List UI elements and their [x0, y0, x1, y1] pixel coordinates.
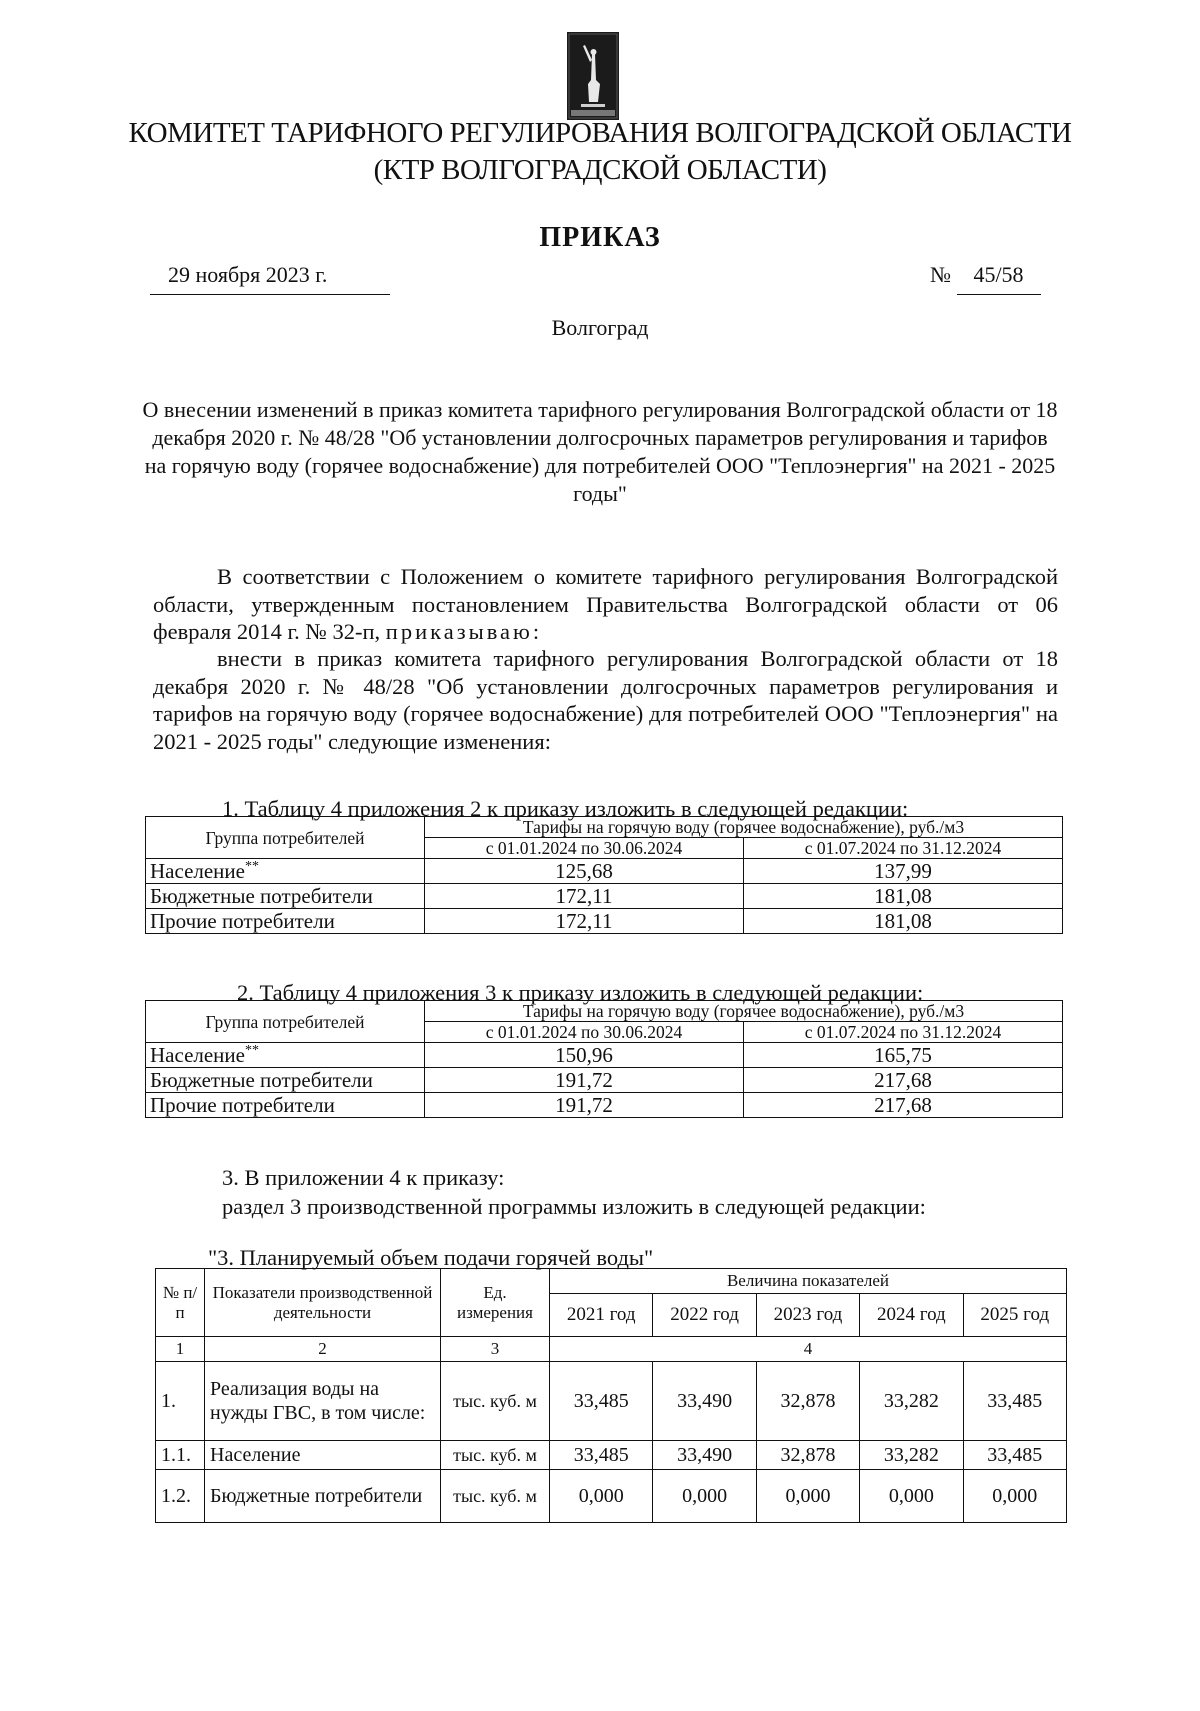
table-row: [156, 1362, 1067, 1441]
number-sign: №: [930, 262, 951, 287]
value-cell: 33,485: [963, 1362, 1066, 1441]
document-type-title: ПРИКАЗ: [539, 222, 661, 253]
value-cell: 32,878: [756, 1441, 859, 1470]
table-row: [156, 1441, 1067, 1470]
period1-header: с 01.01.2024 по 30.06.2024: [425, 838, 744, 859]
table-row: [146, 1068, 1063, 1093]
value-cell: 33,282: [860, 1362, 963, 1441]
period2-header: с 01.07.2024 по 31.12.2024: [744, 838, 1063, 859]
order-subject: О внесении изменений в приказ комитета тарифного регулирования Волгоградской области от 18 декабря 2020 г. № 48/28 "Об установлении долгосрочных параметров регулирования и тарифов на горячую воду (горячее водоснабжение) для потребителей ООО "Теплоэнергия" на 2021 - 2025 годы": [142, 397, 1058, 506]
year-header: 2022 год: [653, 1294, 756, 1337]
table3-caption: "3. Планируемый объем подачи горячей воды": [208, 1245, 654, 1270]
order-number: 45/58: [957, 262, 1041, 295]
index-cell: 1: [156, 1337, 205, 1362]
tariff-value: 217,68: [744, 1093, 1063, 1118]
tariff-value: 191,72: [425, 1068, 744, 1093]
table-row: [146, 1043, 1063, 1068]
value-cell: 33,490: [653, 1362, 756, 1441]
tariff-table-1: [145, 816, 1063, 934]
value-cell: 0,000: [550, 1470, 653, 1523]
row-unit: тыс. куб. м: [441, 1362, 550, 1441]
index-cell: 4: [550, 1337, 1067, 1362]
period2-header: с 01.07.2024 по 31.12.2024: [744, 1022, 1063, 1043]
col-unit-header: Ед. измерения: [441, 1269, 550, 1337]
year-header: 2023 год: [756, 1294, 859, 1337]
row-label: Реализация воды на нужды ГВС, в том числе:: [205, 1362, 441, 1441]
tariff-value: 181,08: [744, 884, 1063, 909]
value-cell: 33,490: [653, 1441, 756, 1470]
value-cell: 33,485: [963, 1441, 1066, 1470]
year-header: 2024 год: [860, 1294, 963, 1337]
table-row: [156, 1470, 1067, 1523]
tariff-value: 191,72: [425, 1093, 744, 1118]
tariff-value: 125,68: [425, 859, 744, 884]
value-cell: 0,000: [963, 1470, 1066, 1523]
tariff-value: 165,75: [744, 1043, 1063, 1068]
tariff-value: 172,11: [425, 909, 744, 934]
order-word: приказываю:: [385, 619, 543, 644]
table-row: [146, 909, 1063, 934]
group-header: Группа потребителей: [146, 817, 425, 859]
row-label: Население**: [146, 1043, 425, 1068]
value-cell: 33,282: [860, 1441, 963, 1470]
table-row: [146, 1093, 1063, 1118]
group-header: Группа потребителей: [146, 1001, 425, 1043]
value-cell: 33,485: [550, 1362, 653, 1441]
index-cell: 2: [205, 1337, 441, 1362]
order-number-block: [930, 262, 1041, 295]
row-unit: тыс. куб. м: [441, 1441, 550, 1470]
tariff-table-2: [145, 1000, 1063, 1118]
tariff-value: 150,96: [425, 1043, 744, 1068]
value-cell: 0,000: [860, 1470, 963, 1523]
preamble-text: В соответствии с Положением о комитете тарифного регулирования Волгоградской области, утвержденным постановлением Правительства Волгоградской области от 06 февраля 2014 г. № 32-п,: [153, 564, 1058, 644]
tariff-value: 137,99: [744, 859, 1063, 884]
row-label: Бюджетные потребители: [205, 1470, 441, 1523]
row-label: Население**: [146, 859, 425, 884]
year-header: 2021 год: [550, 1294, 653, 1337]
row-number: 1.1.: [156, 1441, 205, 1470]
tariff-header: Тарифы на горячую воду (горячее водоснабжение), руб./м3: [425, 1001, 1063, 1022]
supply-volume-table: [155, 1268, 1067, 1523]
preamble-paragraph: [153, 563, 1058, 646]
city: Волгоград: [551, 315, 649, 340]
table1-caption: 1. Таблицу 4 приложения 2 к приказу изложить в следующей редакции:: [222, 796, 909, 821]
value-cell: 33,485: [550, 1441, 653, 1470]
period1-header: с 01.01.2024 по 30.06.2024: [425, 1022, 744, 1043]
year-header: 2025 год: [963, 1294, 1066, 1337]
footnote-mark: **: [244, 1043, 259, 1058]
coat-of-arms-emblem: [567, 32, 619, 120]
tariff-value: 217,68: [744, 1068, 1063, 1093]
row-label: Бюджетные потребители: [146, 1068, 425, 1093]
row-unit: тыс. куб. м: [441, 1470, 550, 1523]
row-number: 1.: [156, 1362, 205, 1441]
table-row: [146, 884, 1063, 909]
row-label: Прочие потребители: [146, 1093, 425, 1118]
value-cell: 0,000: [756, 1470, 859, 1523]
col-number-header: № п/п: [156, 1269, 205, 1337]
row-label: Прочие потребители: [146, 909, 425, 934]
table2-caption: 2. Таблицу 4 приложения 3 к приказу изложить в следующей редакции:: [237, 980, 924, 1005]
col-values-header: Величина показателей: [550, 1269, 1067, 1294]
row-label: Бюджетные потребители: [146, 884, 425, 909]
section3-line2: раздел 3 производственной программы изложить в следующей редакции:: [222, 1194, 926, 1219]
section3-line1: 3. В приложении 4 к приказу:: [222, 1165, 505, 1190]
emblem-icon: [567, 32, 619, 120]
row-label: Население: [205, 1441, 441, 1470]
value-cell: 0,000: [653, 1470, 756, 1523]
footnote-mark: **: [244, 859, 259, 874]
value-cell: 32,878: [756, 1362, 859, 1441]
index-cell: 3: [441, 1337, 550, 1362]
order-date: 29 ноября 2023 г.: [150, 262, 390, 295]
table-row: [146, 859, 1063, 884]
row-number: 1.2.: [156, 1470, 205, 1523]
col-indicator-header: Показатели производственной деятельности: [205, 1269, 441, 1337]
amendment-paragraph: внести в приказ комитета тарифного регулирования Волгоградской области от 18 декабря 2020 г. № 48/28 "Об установлении долгосрочных параметров регулирования и тарифов на горячую воду (горячее водоснабжение) для потребителей ООО "Теплоэнергия" на 2021 - 2025 годы" следующие изменения:: [153, 646, 1058, 754]
tariff-value: 181,08: [744, 909, 1063, 934]
tariff-header: Тарифы на горячую воду (горячее водоснабжение), руб./м3: [425, 817, 1063, 838]
tariff-value: 172,11: [425, 884, 744, 909]
organization-short-name: (КТР ВОЛГОГРАДСКОЙ ОБЛАСТИ): [373, 154, 827, 186]
organization-name: КОМИТЕТ ТАРИФНОГО РЕГУЛИРОВАНИЯ ВОЛГОГРАДСКОЙ ОБЛАСТИ: [128, 117, 1072, 149]
